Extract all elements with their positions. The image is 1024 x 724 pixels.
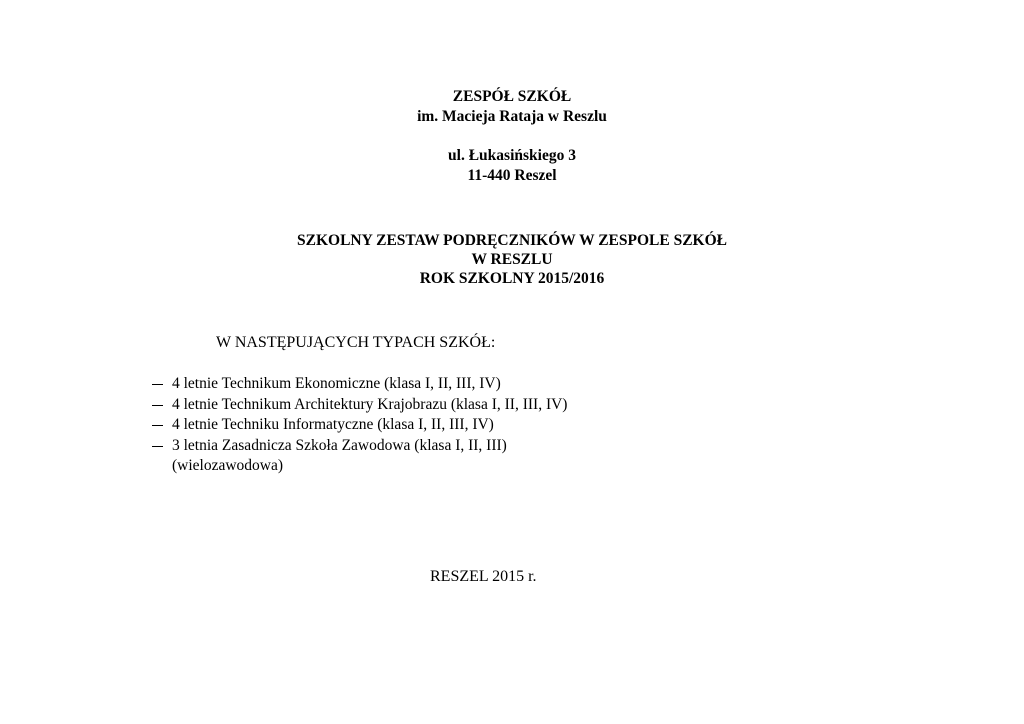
title-line-1: SZKOLNY ZESTAW PODRĘCZNIKÓW W ZESPOLE SZKÓŁ (297, 232, 727, 249)
school-patron: im. Macieja Rataja w Reszlu (417, 108, 607, 125)
list-item-text: 4 letnie Techniku Informatyczne (klasa I, II, III, IV) (172, 416, 494, 433)
list-item-text: 4 letnie Technikum Ekonomiczne (klasa I, II, III, IV) (172, 375, 501, 392)
list-item-continuation: (wielozawodowa) (172, 457, 284, 474)
title-line-2: W RESZLU (471, 251, 553, 268)
list-item (152, 395, 567, 416)
school-types-heading: W NASTĘPUJĄCYCH TYPACH SZKÓŁ: (216, 334, 496, 351)
school-types-list (152, 374, 567, 477)
school-postal-city: 11-440 Reszel (467, 167, 557, 184)
list-item (152, 374, 567, 395)
list-item (152, 436, 567, 477)
list-item-text: 3 letnia Zasadnicza Szkoła Zawodowa (klasa I, II, III) (172, 436, 507, 454)
list-item (152, 415, 567, 436)
school-name: ZESPÓŁ SZKÓŁ (452, 88, 572, 105)
school-street: ul. Łukasińskiego 3 (448, 147, 576, 164)
title-line-3: ROK SZKOLNY 2015/2016 (419, 270, 605, 287)
place-and-date: RESZEL 2015 r. (430, 568, 537, 585)
list-item-text: 4 letnie Technikum Architektury Krajobrazu (klasa I, II, III, IV) (172, 395, 568, 413)
